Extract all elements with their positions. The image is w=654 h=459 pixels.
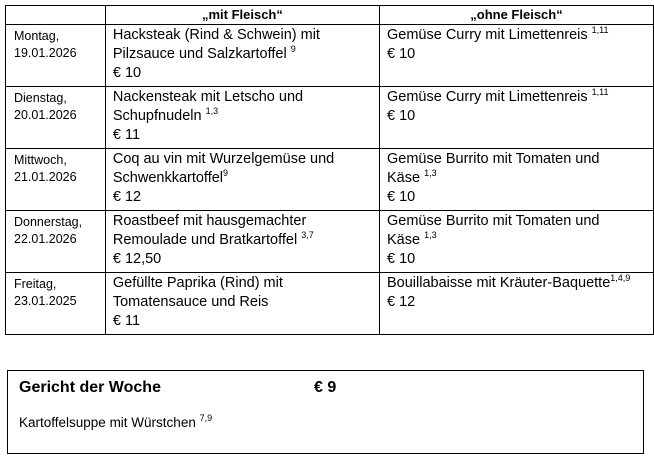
dish-line <box>387 26 653 45</box>
dish-line: Roastbeef mit hausgemachter <box>112 213 307 229</box>
dish-line <box>113 231 379 250</box>
allergen-codes: 1,3 <box>205 106 219 116</box>
dish-line: Hacksteak (Rind & Schwein) mit <box>112 27 320 43</box>
price: € 10 <box>387 108 416 124</box>
dish-of-the-week-title: Gericht der Woche <box>19 379 161 396</box>
dish-line <box>387 169 653 188</box>
weekday: Dienstag, <box>14 91 67 105</box>
date: 19.01.2026 <box>14 46 77 60</box>
day-cell <box>6 87 106 149</box>
meat-dish-cell <box>105 273 379 335</box>
table-row <box>6 25 654 87</box>
table-row <box>6 211 654 273</box>
table-row <box>6 273 654 335</box>
weekly-menu-table <box>5 5 654 335</box>
day-cell <box>6 211 106 273</box>
price: € 11 <box>112 313 141 329</box>
table-row <box>6 87 654 149</box>
table-header-row <box>6 6 654 25</box>
dish-line <box>387 231 653 250</box>
date: 23.01.2025 <box>14 294 77 308</box>
price: € 11 <box>112 127 141 143</box>
dish-of-the-week-price: € 9 <box>314 379 337 396</box>
allergen-codes: 9 <box>223 168 229 178</box>
meat-dish-cell <box>105 211 379 273</box>
dish-text: Schupfnudeln <box>112 108 202 124</box>
dish-text: Käse <box>387 170 421 186</box>
day-cell <box>6 25 106 87</box>
allergen-codes: 9 <box>290 44 296 54</box>
dish-line: Tomatensauce und Reis <box>112 294 269 310</box>
allergen-codes: 1,3 <box>424 168 437 178</box>
veg-dish-cell <box>380 273 654 335</box>
allergen-codes: 7,9 <box>199 413 213 423</box>
price: € 10 <box>387 189 416 205</box>
dish-line <box>113 45 379 64</box>
dish-text: Schwenkkartoffel <box>112 170 224 186</box>
day-cell <box>6 273 106 335</box>
meat-dish-cell <box>105 149 379 211</box>
price: € 10 <box>387 251 416 267</box>
header-with-meat: „mit Fleisch“ <box>105 6 379 25</box>
allergen-codes: 1,11 <box>591 25 609 35</box>
dish-line <box>113 169 379 188</box>
date: 20.01.2026 <box>14 108 77 122</box>
dish-line <box>387 88 653 107</box>
date: 21.01.2026 <box>14 170 77 184</box>
table-row <box>6 149 654 211</box>
weekday: Montag, <box>14 29 60 43</box>
weekday: Donnerstag, <box>14 215 83 229</box>
price: € 12 <box>387 294 416 310</box>
price: € 10 <box>112 65 142 81</box>
dish-of-the-week-name <box>19 415 212 430</box>
weekday: Freitag, <box>14 277 57 291</box>
dish-text: Pilzsauce und Salzkartoffel <box>112 46 287 62</box>
price: € 12,50 <box>112 251 162 267</box>
dish-line <box>113 107 379 126</box>
veg-dish-cell <box>380 25 654 87</box>
veg-dish-cell <box>380 87 654 149</box>
date: 22.01.2026 <box>14 232 77 246</box>
header-day <box>6 6 106 25</box>
dish-line: Gemüse Burrito mit Tomaten und <box>387 213 600 229</box>
allergen-codes: 3,7 <box>301 230 314 240</box>
allergen-codes: 1,4,9 <box>610 273 631 283</box>
dish-text: Käse <box>387 232 421 248</box>
meat-dish-cell <box>105 25 379 87</box>
dish-text: Gemüse Curry mit Limettenreis <box>387 89 588 105</box>
dish-line: Coq au vin mit Wurzelgemüse und <box>112 151 335 167</box>
allergen-codes: 1,11 <box>591 87 609 97</box>
dish-line: Gemüse Burrito mit Tomaten und <box>387 151 600 167</box>
header-without-meat: „ohne Fleisch“ <box>380 6 654 25</box>
day-cell <box>6 149 106 211</box>
dish-text: Bouillabaisse mit Kräuter-Baquette <box>387 275 611 291</box>
dish-of-the-week-box <box>7 370 644 454</box>
meat-dish-cell <box>105 87 379 149</box>
dish-text: Kartoffelsuppe mit Würstchen <box>19 415 196 430</box>
dish-line: Nackensteak mit Letscho und <box>112 89 304 105</box>
dish-text: Gemüse Curry mit Limettenreis <box>387 27 588 43</box>
weekday: Mittwoch, <box>14 153 67 167</box>
dish-text: Remoulade und Bratkartoffel <box>112 232 298 248</box>
price: € 12 <box>112 189 142 205</box>
allergen-codes: 1,3 <box>424 230 437 240</box>
veg-dish-cell <box>380 211 654 273</box>
veg-dish-cell <box>380 149 654 211</box>
dish-line: Gefüllte Paprika (Rind) mit <box>112 275 283 291</box>
dish-line <box>387 274 653 293</box>
price: € 10 <box>387 46 416 62</box>
